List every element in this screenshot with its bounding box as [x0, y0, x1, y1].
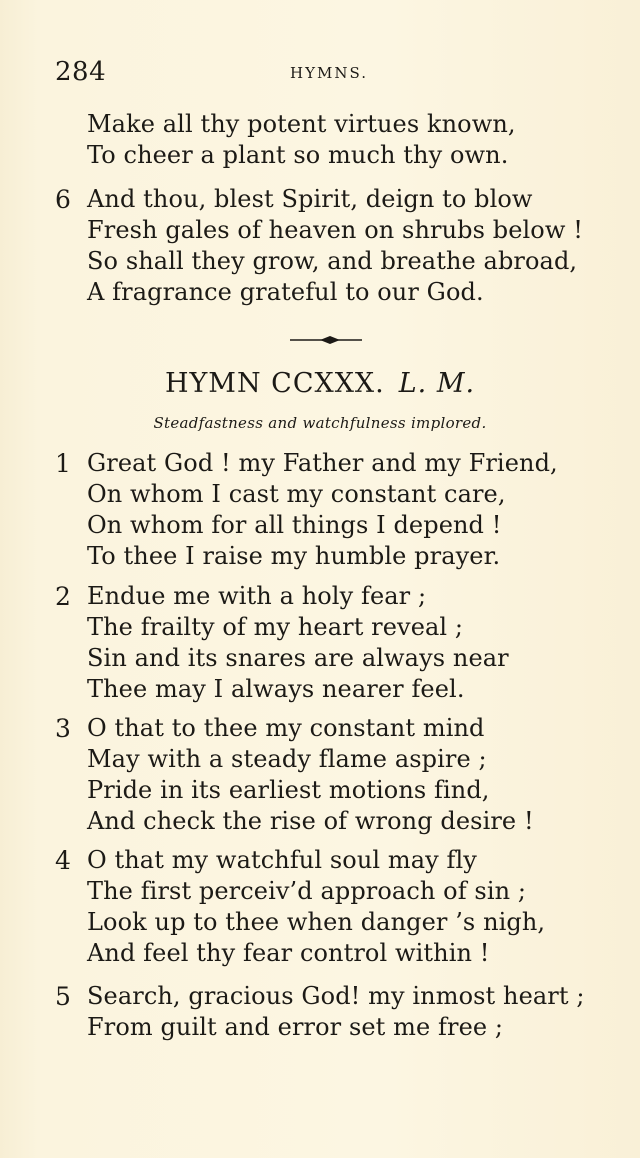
verse-line: O that my watchful soul may fly	[87, 846, 477, 874]
stanza-2	[55, 581, 615, 705]
stanza-number: 2	[55, 582, 71, 611]
divider-ornament-icon	[290, 334, 362, 346]
verse-line: So shall they grow, and breathe abroad,	[87, 247, 578, 275]
stanza-number: 3	[55, 714, 71, 743]
stanza-5	[55, 981, 615, 1043]
page-header	[55, 55, 585, 89]
verse-line: Endue me with a holy fear ;	[87, 582, 427, 610]
verse-line: A fragrance grateful to our God.	[87, 278, 484, 306]
stanza-1	[55, 448, 615, 572]
page-number: 284	[55, 57, 107, 87]
verse-line: The first perceiv’d approach of sin ;	[87, 877, 527, 905]
verse-line: Fresh gales of heaven on shrubs below !	[87, 216, 583, 244]
verse-line: Sin and its snares are always near	[87, 644, 509, 672]
verse-line: And thou, blest Spirit, deign to blow	[87, 185, 533, 213]
verse-line: From guilt and error set me free ;	[87, 1013, 504, 1041]
verse-line: On whom for all things I depend !	[87, 511, 502, 539]
stanza-6-previous-hymn	[55, 184, 615, 308]
verse-line: On whom I cast my constant care,	[87, 480, 506, 508]
verse-line: May with a steady flame aspire ;	[87, 745, 487, 773]
continuation-stanza	[55, 109, 615, 171]
stanza-number: 5	[55, 982, 71, 1011]
verse-line: Thee may I always nearer feel.	[87, 675, 465, 703]
verse-line: The frailty of my heart reveal ;	[87, 613, 464, 641]
hymn-meter: L. M.	[398, 368, 476, 399]
stanza-number: 1	[55, 449, 71, 478]
stanza-number: 6	[55, 185, 71, 214]
verse-line: Look up to thee when danger ’s nigh,	[87, 908, 546, 936]
stanza-3	[55, 713, 615, 837]
hymn-number: HYMN CCXXX.	[164, 368, 385, 399]
verse-line: Great God ! my Father and my Friend,	[87, 449, 558, 477]
stanza-number: 4	[55, 846, 71, 875]
verse-line: O that to thee my constant mind	[87, 714, 485, 742]
verse-line: Make all thy potent virtues known,	[87, 110, 516, 138]
verse-line: Pride in its earliest motions find,	[87, 776, 490, 804]
verse-line: To cheer a plant so much thy own.	[87, 141, 509, 169]
verse-line: Search, gracious God! my inmost heart ;	[87, 982, 585, 1010]
verse-line: And feel thy fear control within !	[87, 939, 490, 967]
running-head: HYMNS.	[290, 64, 368, 82]
hymn-subtitle: Steadfastness and watchfulness implored.	[153, 414, 487, 432]
verse-line: And check the rise of wrong desire !	[87, 807, 534, 835]
hymn-title	[0, 366, 640, 402]
stanza-4	[55, 845, 615, 969]
verse-line: To thee I raise my humble prayer.	[87, 542, 501, 570]
